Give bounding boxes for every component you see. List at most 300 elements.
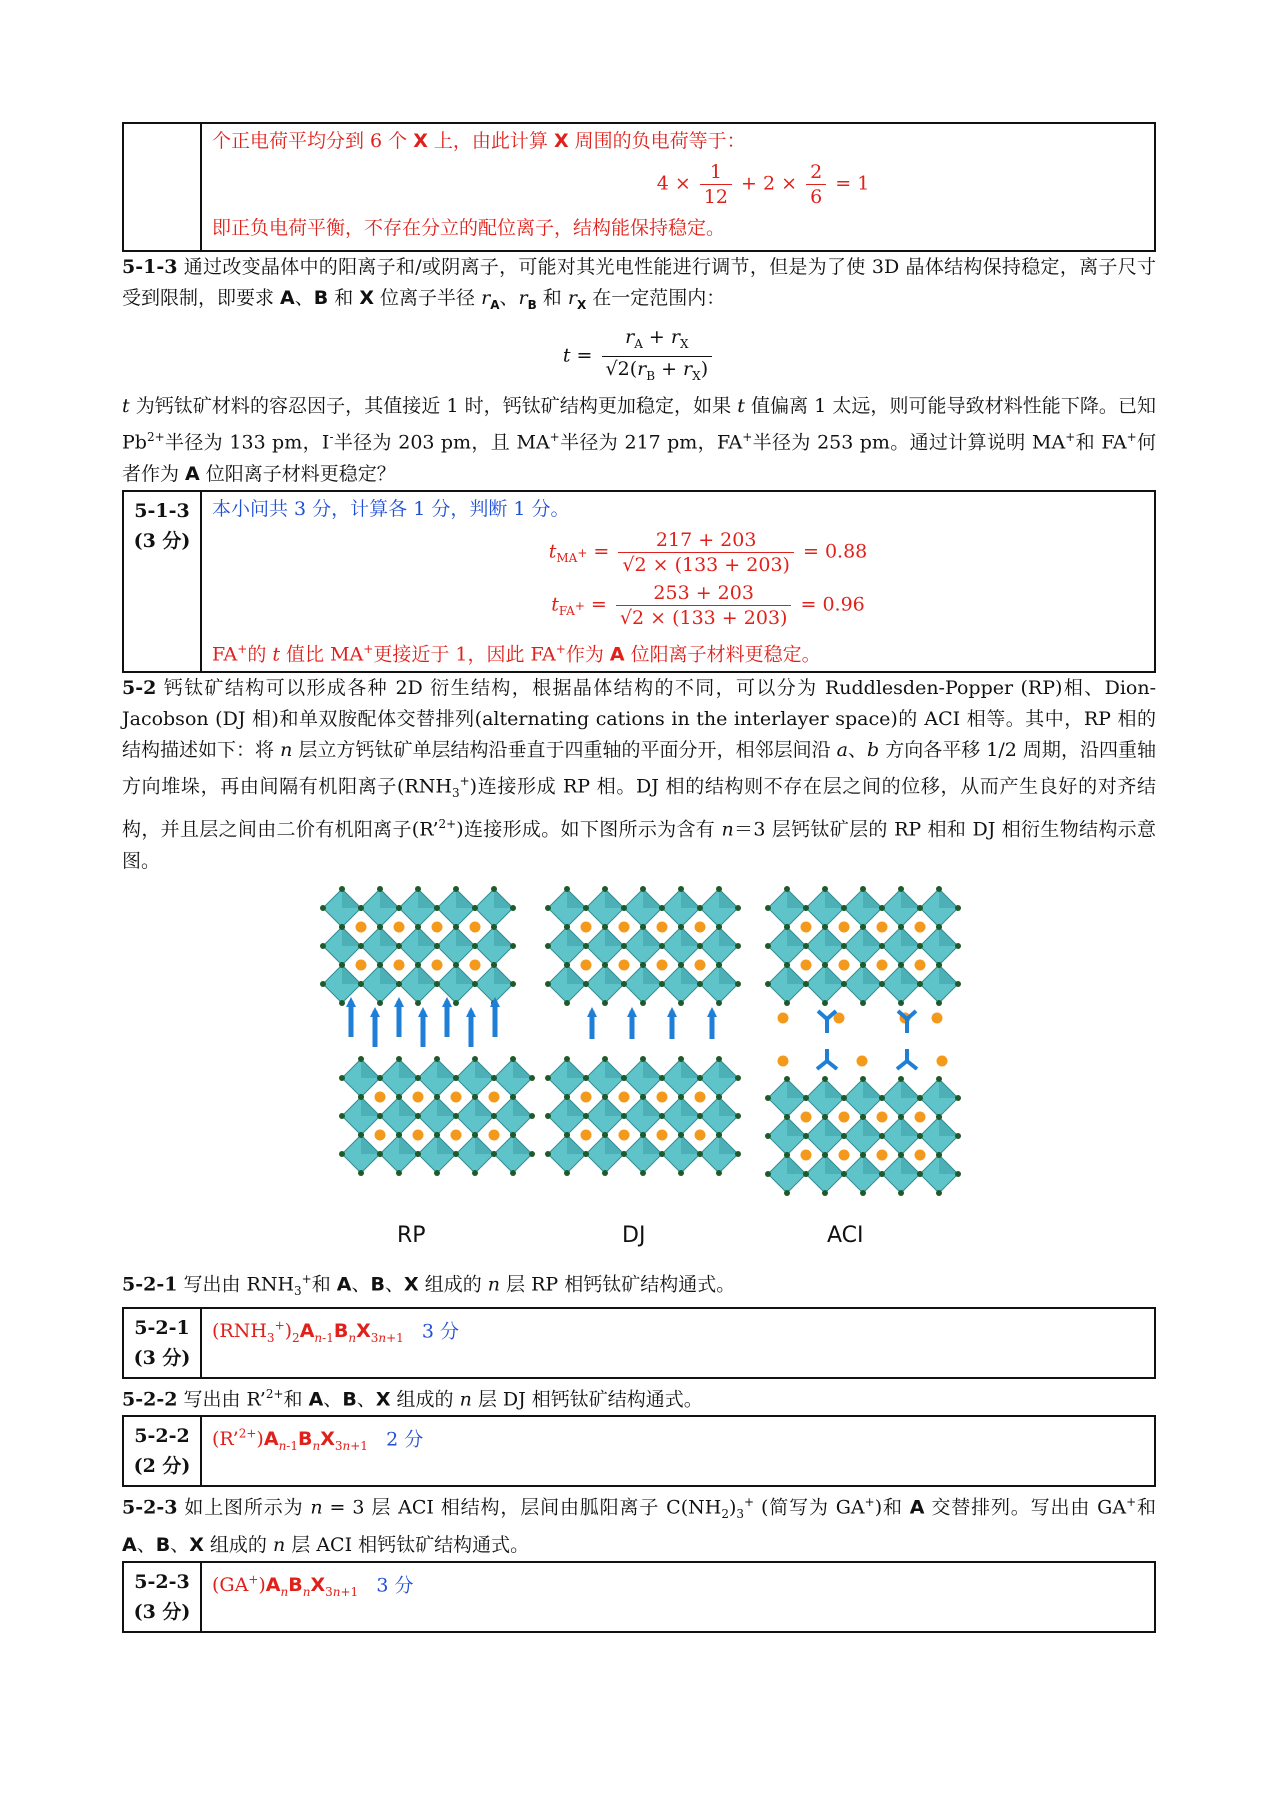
x-site-node bbox=[564, 1170, 570, 1176]
x-site-node bbox=[377, 962, 383, 968]
octahedron-shade bbox=[681, 889, 700, 908]
x-site-node bbox=[602, 1000, 608, 1006]
x-site-node bbox=[472, 1094, 478, 1100]
a-site-cation bbox=[581, 921, 592, 932]
x-site-node bbox=[659, 981, 665, 987]
figure-label-dj: DJ bbox=[622, 1222, 646, 1248]
x-site-node bbox=[841, 1095, 847, 1101]
x-site-node bbox=[784, 962, 790, 968]
x-site-node bbox=[936, 962, 942, 968]
x-site-node bbox=[822, 1152, 828, 1158]
question-5-2-3: 5-2-3 如上图所示为 n = 3 层 ACI 相结构，层间由胍阳离子 $C(NH_2)_3^+$ (简写为 GA+)和 A 交替排列。写出由 GA+和 A、B、X 组成的 n 层 ACI 相钙钛矿结构通式。 bbox=[122, 1494, 1156, 1557]
a-site-cation bbox=[451, 1091, 462, 1102]
x-site-node bbox=[472, 1132, 478, 1138]
x-site-node bbox=[879, 1095, 885, 1101]
x-site-node bbox=[396, 1056, 402, 1062]
a-site-cation bbox=[839, 1149, 850, 1160]
aci-formula: $(GA^+)A_nB_nX_{3n+1}$ bbox=[212, 1573, 359, 1600]
x-site-node bbox=[510, 1056, 516, 1062]
answer-content bbox=[201, 1308, 1155, 1378]
x-site-node bbox=[879, 943, 885, 949]
x-site-node bbox=[659, 1113, 665, 1119]
x-site-node bbox=[510, 981, 516, 987]
a-site-cation bbox=[375, 1129, 386, 1140]
a-site-cation bbox=[581, 1091, 592, 1102]
answer-content bbox=[201, 491, 1155, 672]
x-site-node bbox=[735, 905, 741, 911]
x-site-node bbox=[735, 1151, 741, 1157]
x-site-node bbox=[434, 1094, 440, 1100]
x-site-node bbox=[841, 981, 847, 987]
answer-box-5-2-2 bbox=[122, 1415, 1156, 1487]
x-site-node bbox=[822, 1114, 828, 1120]
x-site-node bbox=[640, 1000, 646, 1006]
x-site-node bbox=[472, 943, 478, 949]
x-site-node bbox=[564, 962, 570, 968]
x-site-node bbox=[396, 1132, 402, 1138]
x-site-node bbox=[583, 943, 589, 949]
x-site-node bbox=[415, 962, 421, 968]
charge-equation: 4 × $\frac{1}{12}$ + 2 × $\frac{2}{6}$ = 1 bbox=[656, 161, 870, 208]
x-site-node bbox=[735, 943, 741, 949]
x-site-node bbox=[716, 1056, 722, 1062]
answer-label-cell: 5-2-3 (3 分) bbox=[123, 1562, 201, 1632]
x-site-node bbox=[491, 886, 497, 892]
x-site-node bbox=[822, 1076, 828, 1082]
x-site-node bbox=[415, 1075, 421, 1081]
a-site-cation bbox=[657, 1129, 668, 1140]
a-site-cation bbox=[915, 1149, 926, 1160]
x-site-node bbox=[602, 886, 608, 892]
x-site-node bbox=[955, 1133, 961, 1139]
x-site-node bbox=[396, 1170, 402, 1176]
x-site-node bbox=[898, 1152, 904, 1158]
a-site-cation bbox=[470, 921, 481, 932]
x-site-node bbox=[697, 981, 703, 987]
a-site-cation bbox=[915, 959, 926, 970]
answer-line-3: 即正负电荷平衡，不存在分立的配位离子，结构能保持稳定。 bbox=[212, 217, 726, 239]
spacer-cation-head bbox=[370, 1007, 380, 1017]
x-site-node bbox=[640, 1056, 646, 1062]
x-site-node bbox=[784, 924, 790, 930]
x-site-node bbox=[621, 943, 627, 949]
x-site-node bbox=[510, 905, 516, 911]
x-site-node bbox=[898, 1000, 904, 1006]
x-site-node bbox=[621, 1075, 627, 1081]
x-site-node bbox=[434, 943, 440, 949]
x-site-node bbox=[434, 1132, 440, 1138]
octahedron-shade bbox=[825, 1079, 844, 1098]
x-site-node bbox=[640, 924, 646, 930]
x-site-node bbox=[765, 905, 771, 911]
x-site-node bbox=[898, 886, 904, 892]
rp-formula: $(RNH_3^+)_2A_{n-1}B_nX_{3n+1}$ bbox=[212, 1318, 404, 1345]
x-site-node bbox=[917, 981, 923, 987]
x-site-node bbox=[822, 1000, 828, 1006]
x-site-node bbox=[697, 1075, 703, 1081]
x-site-node bbox=[678, 1056, 684, 1062]
x-site-node bbox=[564, 1000, 570, 1006]
spacer-cation-head bbox=[466, 1007, 476, 1017]
figure-label-rp: RP bbox=[397, 1222, 426, 1248]
x-site-node bbox=[453, 1000, 459, 1006]
a-site-cation bbox=[877, 1111, 888, 1122]
x-site-node bbox=[434, 981, 440, 987]
x-site-node bbox=[453, 1075, 459, 1081]
x-site-node bbox=[415, 1151, 421, 1157]
answer-box-5-2-3 bbox=[122, 1561, 1156, 1633]
x-site-node bbox=[955, 943, 961, 949]
a-site-cation bbox=[695, 1129, 706, 1140]
x-site-node bbox=[472, 981, 478, 987]
x-site-node bbox=[545, 1151, 551, 1157]
question-5-2: 5-2 钙钛矿结构可以形成各种 2D 衍生结构，根据晶体结构的不同，可以分为 Ruddlesden-Popper (RP)相、Dion-Jacobson (DJ 相)和单双胺配体交替排列(alternating cations in the interlayer space)的 ACI 相等。其中，RP 相的结构描述如下：将 n 层立方钙钛矿单层结构沿垂直于四重轴的平面分开，相邻层间沿 a、b 方向各平移 1/2 周期，沿四重轴方向堆垛，再由间隔有机阳离子$(RNH_3^+)$连接形成 RP 相。DJ 相的结构则不存在层之间的位移，从而产生良好的对齐结构，并且层之间由二价有机阳离子(R’$^{2+}$)连接形成。如下图所示为含有 n＝3 层钙钛矿层的 RP 相和 DJ 相衍生物结构示意图。 bbox=[122, 677, 1156, 872]
x-site-node bbox=[583, 981, 589, 987]
x-site-node bbox=[936, 1190, 942, 1196]
x-site-node bbox=[621, 1113, 627, 1119]
x-site-node bbox=[339, 1000, 345, 1006]
spacer-cation-head bbox=[667, 1007, 677, 1017]
a-site-cation bbox=[915, 1111, 926, 1122]
x-site-node bbox=[917, 905, 923, 911]
x-site-node bbox=[716, 1132, 722, 1138]
ga-cation bbox=[827, 1061, 837, 1069]
a-site-cation bbox=[470, 959, 481, 970]
x-site-node bbox=[735, 981, 741, 987]
a-site-cation bbox=[619, 1091, 630, 1102]
x-site-node bbox=[841, 1133, 847, 1139]
x-site-node bbox=[936, 1114, 942, 1120]
x-site-node bbox=[860, 1076, 866, 1082]
x-site-node bbox=[678, 1094, 684, 1100]
x-site-node bbox=[396, 1094, 402, 1100]
x-site-node bbox=[529, 1113, 535, 1119]
x-site-node bbox=[545, 1075, 551, 1081]
x-site-node bbox=[453, 962, 459, 968]
x-site-node bbox=[917, 1133, 923, 1139]
answer-line-1: 个正电荷平均分到 6 个 X 上，由此计算 X 周围的负电荷等于： bbox=[212, 130, 746, 152]
x-site-node bbox=[339, 924, 345, 930]
x-site-node bbox=[735, 1075, 741, 1081]
x-site-node bbox=[716, 1170, 722, 1176]
spacer-cation-head bbox=[707, 1007, 717, 1017]
a-site-cation bbox=[581, 1129, 592, 1140]
octahedron-shade bbox=[719, 1059, 738, 1078]
x-site-node bbox=[602, 1094, 608, 1100]
a-site-cation bbox=[801, 1149, 812, 1160]
a-site-cation bbox=[932, 1012, 943, 1023]
x-site-node bbox=[803, 1133, 809, 1139]
x-site-node bbox=[860, 886, 866, 892]
answer-box-5-2-1 bbox=[122, 1307, 1156, 1379]
dj-formula: $(R’^{2+})A_{n-1}B_nX_{3n+1}$ bbox=[212, 1426, 368, 1454]
a-site-cation bbox=[695, 1091, 706, 1102]
x-site-node bbox=[765, 981, 771, 987]
x-site-node bbox=[358, 1170, 364, 1176]
x-site-node bbox=[358, 1056, 364, 1062]
x-site-node bbox=[415, 924, 421, 930]
x-site-node bbox=[879, 1133, 885, 1139]
x-site-node bbox=[716, 924, 722, 930]
x-site-node bbox=[564, 1056, 570, 1062]
octahedron-shade bbox=[901, 1079, 920, 1098]
question-5-2-1: 5-2-1 写出由 $RNH_3^+$和 A、B、X 组成的 n 层 RP 相钙钛矿结构通式。 bbox=[122, 1271, 736, 1298]
a-site-cation bbox=[695, 921, 706, 932]
x-site-node bbox=[545, 1113, 551, 1119]
a-site-cation bbox=[619, 1129, 630, 1140]
x-site-node bbox=[765, 1095, 771, 1101]
x-site-node bbox=[917, 1171, 923, 1177]
a-site-cation bbox=[801, 921, 812, 932]
x-site-node bbox=[320, 943, 326, 949]
x-site-node bbox=[659, 1075, 665, 1081]
tolerance-factor-formula: t = $\frac{r_A + r_X}{√2(r_B + r_X)}$ bbox=[122, 325, 1156, 388]
octahedron-shade bbox=[513, 1135, 532, 1154]
x-site-node bbox=[602, 1132, 608, 1138]
spacer-cation-head bbox=[394, 997, 404, 1007]
a-site-cation bbox=[839, 921, 850, 932]
octahedron-shade bbox=[513, 1097, 532, 1116]
x-site-node bbox=[377, 1151, 383, 1157]
x-site-node bbox=[898, 1114, 904, 1120]
x-site-node bbox=[936, 1000, 942, 1006]
x-site-node bbox=[453, 924, 459, 930]
a-site-cation bbox=[375, 1091, 386, 1102]
x-site-node bbox=[955, 1095, 961, 1101]
a-site-cation bbox=[778, 1055, 789, 1066]
x-site-node bbox=[621, 981, 627, 987]
x-site-node bbox=[879, 1171, 885, 1177]
octahedron-shade bbox=[901, 889, 920, 908]
x-site-node bbox=[735, 1113, 741, 1119]
x-site-node bbox=[640, 886, 646, 892]
conclusion: FA+的 t 值比 MA+更接近于 1，因此 FA+作为 A 位阳离子材料更稳定。 bbox=[212, 641, 821, 666]
x-site-node bbox=[803, 1095, 809, 1101]
a-site-cation bbox=[432, 959, 443, 970]
x-site-node bbox=[491, 1151, 497, 1157]
octahedron-shade bbox=[719, 927, 738, 946]
octahedron-shade bbox=[939, 927, 958, 946]
ga-cation bbox=[907, 1061, 917, 1069]
x-site-node bbox=[898, 1190, 904, 1196]
x-site-node bbox=[955, 981, 961, 987]
x-site-node bbox=[545, 943, 551, 949]
x-site-node bbox=[841, 943, 847, 949]
x-site-node bbox=[602, 1170, 608, 1176]
x-site-node bbox=[377, 924, 383, 930]
answer-box-5-1-3 bbox=[122, 490, 1156, 673]
x-site-node bbox=[377, 886, 383, 892]
x-site-node bbox=[697, 943, 703, 949]
octahedron-shade bbox=[567, 1059, 586, 1078]
spacer-cation-head bbox=[442, 997, 452, 1007]
x-site-node bbox=[491, 1113, 497, 1119]
perovskite-structure-figure bbox=[122, 883, 1156, 1258]
x-site-node bbox=[339, 1113, 345, 1119]
octahedron-shade bbox=[567, 889, 586, 908]
x-site-node bbox=[491, 962, 497, 968]
a-site-cation bbox=[839, 1111, 850, 1122]
x-site-node bbox=[510, 1094, 516, 1100]
x-site-node bbox=[784, 1000, 790, 1006]
a-site-cation bbox=[695, 959, 706, 970]
x-site-node bbox=[697, 905, 703, 911]
a-site-cation bbox=[619, 959, 630, 970]
octahedron-shade bbox=[863, 1079, 882, 1098]
x-site-node bbox=[803, 943, 809, 949]
x-site-node bbox=[898, 962, 904, 968]
x-site-node bbox=[955, 1171, 961, 1177]
x-site-node bbox=[415, 886, 421, 892]
x-site-node bbox=[396, 981, 402, 987]
a-site-cation bbox=[801, 1111, 812, 1122]
a-site-cation bbox=[413, 1091, 424, 1102]
x-site-node bbox=[339, 886, 345, 892]
x-site-node bbox=[434, 905, 440, 911]
a-site-cation bbox=[432, 921, 443, 932]
octahedron-shade bbox=[863, 889, 882, 908]
a-site-cation bbox=[657, 1091, 668, 1102]
x-site-node bbox=[377, 1075, 383, 1081]
x-site-node bbox=[841, 1171, 847, 1177]
x-site-node bbox=[697, 1113, 703, 1119]
octahedron-shade bbox=[605, 889, 624, 908]
x-site-node bbox=[545, 905, 551, 911]
x-site-node bbox=[879, 981, 885, 987]
answer-label-cell: 5-1-3 (3 分) bbox=[123, 491, 201, 672]
x-site-node bbox=[583, 905, 589, 911]
a-site-cation bbox=[839, 959, 850, 970]
x-site-node bbox=[917, 943, 923, 949]
x-site-node bbox=[415, 1000, 421, 1006]
x-site-node bbox=[697, 1151, 703, 1157]
x-site-node bbox=[898, 1076, 904, 1082]
x-site-node bbox=[510, 943, 516, 949]
x-site-node bbox=[879, 905, 885, 911]
a-site-cation bbox=[877, 921, 888, 932]
answer-content bbox=[201, 1416, 1155, 1486]
x-site-node bbox=[936, 886, 942, 892]
x-site-node bbox=[765, 1171, 771, 1177]
t-fa-equation: $t_{FA^+}$ = $\frac{253 + 203}{√2 \times (133 + 203)}$ = 0.96 bbox=[551, 581, 865, 629]
spacer-cation-head bbox=[346, 997, 356, 1007]
x-site-node bbox=[860, 1190, 866, 1196]
x-site-node bbox=[822, 1190, 828, 1196]
octahedron-shade bbox=[513, 1059, 532, 1078]
x-site-node bbox=[860, 924, 866, 930]
x-site-node bbox=[358, 1094, 364, 1100]
x-site-node bbox=[860, 1152, 866, 1158]
ga-cation bbox=[817, 1061, 827, 1069]
a-site-cation bbox=[451, 1129, 462, 1140]
octahedron-shade bbox=[719, 1135, 738, 1154]
x-site-node bbox=[602, 924, 608, 930]
spacer-cation-head bbox=[587, 1007, 597, 1017]
x-site-node bbox=[320, 905, 326, 911]
x-site-node bbox=[621, 905, 627, 911]
x-site-node bbox=[678, 1000, 684, 1006]
x-site-node bbox=[339, 1151, 345, 1157]
x-site-node bbox=[602, 962, 608, 968]
score: 3 分 bbox=[376, 1574, 414, 1597]
document-page bbox=[122, 122, 1156, 1633]
question-5-1-3: 5-1-3 通过改变晶体中的阳离子和/或阴离子，可能对其光电性能进行调节，但是为了使 3D 晶体结构保持稳定，离子尺寸受到限制，即要求 A、B 和 X 位离子半径 $r_A$、$r_B$ 和 $r_X$ 在一定范围内： bbox=[122, 256, 1156, 312]
x-site-node bbox=[396, 943, 402, 949]
x-site-node bbox=[765, 943, 771, 949]
x-site-node bbox=[803, 1171, 809, 1177]
x-site-node bbox=[491, 924, 497, 930]
spacer-cation-head bbox=[627, 1007, 637, 1017]
x-site-node bbox=[716, 1000, 722, 1006]
x-site-node bbox=[415, 1113, 421, 1119]
x-site-node bbox=[545, 981, 551, 987]
x-site-node bbox=[583, 1151, 589, 1157]
x-site-node bbox=[784, 886, 790, 892]
x-site-node bbox=[358, 981, 364, 987]
spacer-cation-head bbox=[418, 1007, 428, 1017]
x-site-node bbox=[936, 1152, 942, 1158]
answer-label-cell bbox=[123, 123, 201, 251]
a-site-cation bbox=[915, 921, 926, 932]
score: 3 分 bbox=[421, 1319, 460, 1342]
x-site-node bbox=[377, 1113, 383, 1119]
x-site-node bbox=[784, 1076, 790, 1082]
a-site-cation bbox=[801, 959, 812, 970]
question-label: 5-1-3 bbox=[122, 256, 178, 278]
x-site-node bbox=[510, 1170, 516, 1176]
ga-cation bbox=[818, 1011, 827, 1019]
x-site-node bbox=[678, 1170, 684, 1176]
answer-content bbox=[201, 1562, 1155, 1632]
x-site-node bbox=[320, 981, 326, 987]
octahedron-shade bbox=[605, 1059, 624, 1078]
x-site-node bbox=[434, 1056, 440, 1062]
x-site-node bbox=[640, 1170, 646, 1176]
octahedron-shade bbox=[939, 889, 958, 908]
octahedron-shade bbox=[939, 1079, 958, 1098]
x-site-node bbox=[659, 905, 665, 911]
x-site-node bbox=[472, 905, 478, 911]
a-site-cation bbox=[356, 921, 367, 932]
a-site-cation bbox=[877, 1149, 888, 1160]
octahedron-shade bbox=[719, 1097, 738, 1116]
x-site-node bbox=[716, 1094, 722, 1100]
x-site-node bbox=[955, 905, 961, 911]
question-5-2-2: 5-2-2 写出由 R’$^{2+}$和 A、B、X 组成的 n 层 DJ 相钙钛矿结构通式。 bbox=[122, 1386, 703, 1410]
x-site-node bbox=[640, 962, 646, 968]
question-5-1-3-text2: t 为钙钛矿材料的容忍因子，其值接近 1 时，钙钛矿结构更加稳定，如果 t 值偏离 1 太远，则可能导致材料性能下降。已知 $Pb^{2+}$半径为 133 pm，I-半径为 203 pm，且 MA+半径为 217 pm，FA+半径为 253 pm。通过计算说明 MA+和 FA+何者作为 A 位阳离子材料更稳定？ bbox=[122, 395, 1156, 485]
x-site-node bbox=[659, 943, 665, 949]
octahedron-shade bbox=[939, 1117, 958, 1136]
x-site-node bbox=[564, 1094, 570, 1100]
octahedron-shade bbox=[719, 889, 738, 908]
x-site-node bbox=[860, 1114, 866, 1120]
x-site-node bbox=[583, 1075, 589, 1081]
a-site-cation bbox=[489, 1091, 500, 1102]
x-site-node bbox=[784, 1114, 790, 1120]
answer-content bbox=[201, 123, 1155, 251]
octahedron-shade bbox=[787, 889, 806, 908]
x-site-node bbox=[936, 924, 942, 930]
x-site-node bbox=[784, 1152, 790, 1158]
octahedron-shade bbox=[825, 889, 844, 908]
x-site-node bbox=[453, 886, 459, 892]
answer-box-5-1-2 bbox=[122, 122, 1156, 252]
x-site-node bbox=[822, 962, 828, 968]
x-site-node bbox=[822, 886, 828, 892]
octahedron-shade bbox=[643, 889, 662, 908]
x-site-node bbox=[678, 886, 684, 892]
